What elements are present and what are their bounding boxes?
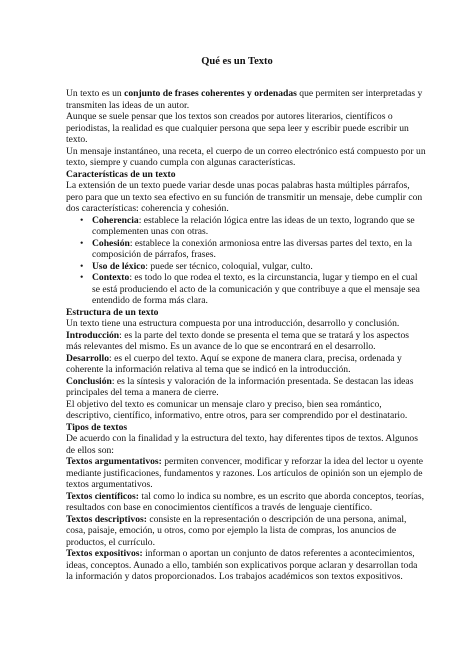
structure-part-text: : es la síntesis y valoración de la información presentada. Se destacan las ideas principales del tema a manera de cierre.	[66, 375, 414, 398]
list-item-text: : es todo lo que rodea el texto, es la circunstancia, lugar y tiempo en el cual se está produciendo el acto de la comunicación y que contribuye a que el mensaje sea entendido de forma más clara.	[92, 272, 420, 306]
characteristics-list	[66, 215, 426, 307]
list-item-term: Contexto	[92, 272, 130, 283]
types-heading: Tipos de textos	[66, 421, 128, 433]
type-descriptive	[66, 514, 426, 549]
type-term: Textos expositivos:	[66, 548, 143, 559]
list-item	[92, 238, 426, 261]
list-item	[92, 261, 426, 273]
structure-part-introduction	[66, 330, 426, 353]
characteristics-heading: Características de un texto	[66, 168, 176, 180]
list-item	[92, 215, 426, 238]
type-text: consiste en la representación o descripción de una persona, animal, cosa, paisaje, emoción, u otros, como por ejemplo la lista de compras, los anuncios de productos, el currículo.	[66, 513, 407, 548]
intro-text-end: que permiten ser interpretadas y transmiten las ideas de un autor.	[66, 88, 423, 111]
list-item-text: : puede ser técnico, coloquial, vulgar, culto.	[145, 260, 313, 272]
list-item-text: : establece la relación lógica entre las ideas de un texto, logrando que se complementen unas con otras.	[92, 214, 415, 237]
intro-paragraph-1	[66, 88, 426, 111]
list-item-term: Uso de léxico	[92, 260, 146, 272]
structure-objective: El objetivo del texto es comunicar un mensaje claro y preciso, bien sea romántico, descriptivo, científico, informativo, entre otros, para ser comprendido por el destinatario.	[66, 398, 408, 421]
document-body	[66, 88, 426, 583]
structure-part-term: Introducción	[66, 329, 120, 341]
type-expository	[66, 548, 426, 583]
intro-text: Un texto es un	[66, 88, 125, 99]
types-intro: De acuerdo con la finalidad y la estructura del texto, hay diferentes tipos de textos. Algunos de ellos son:	[66, 433, 418, 456]
type-text: informan o aportan un conjunto de datos referentes a acontecimientos, ideas, conceptos. Aunado a ello, también son explicativos porque aclaran y desarrollan toda la información y datos proporcionados. Los trabajos académicos son textos expositivos.	[66, 548, 418, 582]
type-scientific	[66, 491, 426, 514]
intro-bold-text: conjunto de frases coherentes y ordenadas	[124, 88, 297, 99]
structure-intro: Un texto tiene una estructura compuesta por una introducción, desarrollo y conclusión.	[66, 318, 400, 329]
intro-paragraph-3: Un mensaje instantáneo, una receta, el cuerpo de un correo electrónico está compuesto por un texto, siempre y cuando cumpla con algunas características.	[66, 145, 426, 168]
list-item	[92, 272, 426, 307]
list-item-term: Coherencia	[92, 214, 139, 226]
type-term: Textos descriptivos:	[66, 513, 147, 525]
structure-part-conclusion	[66, 376, 426, 399]
list-item-term: Cohesión	[92, 237, 130, 249]
structure-part-term: Conclusión	[66, 375, 112, 387]
characteristics-intro: La extensión de un texto puede variar desde unas pocas palabras hasta múltiples párrafos, pero para que un texto sea efectivo en su función de transmitir un mensaje, debe cumplir con dos características: coherencia y cohesión.	[66, 180, 423, 214]
type-text: tal como lo indica su nombre, es un escrito que aborda conceptos, teorías, resultados con base en conocimientos científicos a través de lenguaje científico.	[66, 490, 424, 513]
structure-part-development	[66, 353, 426, 376]
type-term: Textos argumentativos:	[66, 456, 162, 467]
structure-part-term: Desarrollo	[66, 352, 109, 364]
type-text: permiten convencer, modificar y reforzar la idea del lector u oyente mediante justificaciones, fundamentos y razones. Los artículos de opinión son un ejemplo de textos argumentativos.	[66, 456, 424, 490]
structure-heading: Estructura de un texto	[66, 306, 159, 318]
type-term: Textos científicos:	[66, 490, 139, 502]
list-item-text: : establece la conexión armoniosa entre las diversas partes del texto, en la composición de párrafos, frases.	[92, 237, 412, 260]
structure-part-text: : es el cuerpo del texto. Aquí se expone de manera clara, precisa, ordenada y coherente la información relativa al tema que se indicó en la introducción.	[66, 352, 402, 375]
structure-part-text: : es la parte del texto donde se presenta el tema que se tratará y los aspectos más relevantes del mismo. Es un avance de lo que se encontrará en el desarrollo.	[66, 329, 409, 352]
intro-paragraph-2: Aunque se suele pensar que los textos son creados por autores literarios, científicos o periodistas, la realidad es que cualquier persona que sepa leer y escribir puede escribir un texto.	[66, 111, 409, 145]
document-title: Qué es un Texto	[201, 56, 273, 67]
type-argumentative	[66, 456, 426, 491]
